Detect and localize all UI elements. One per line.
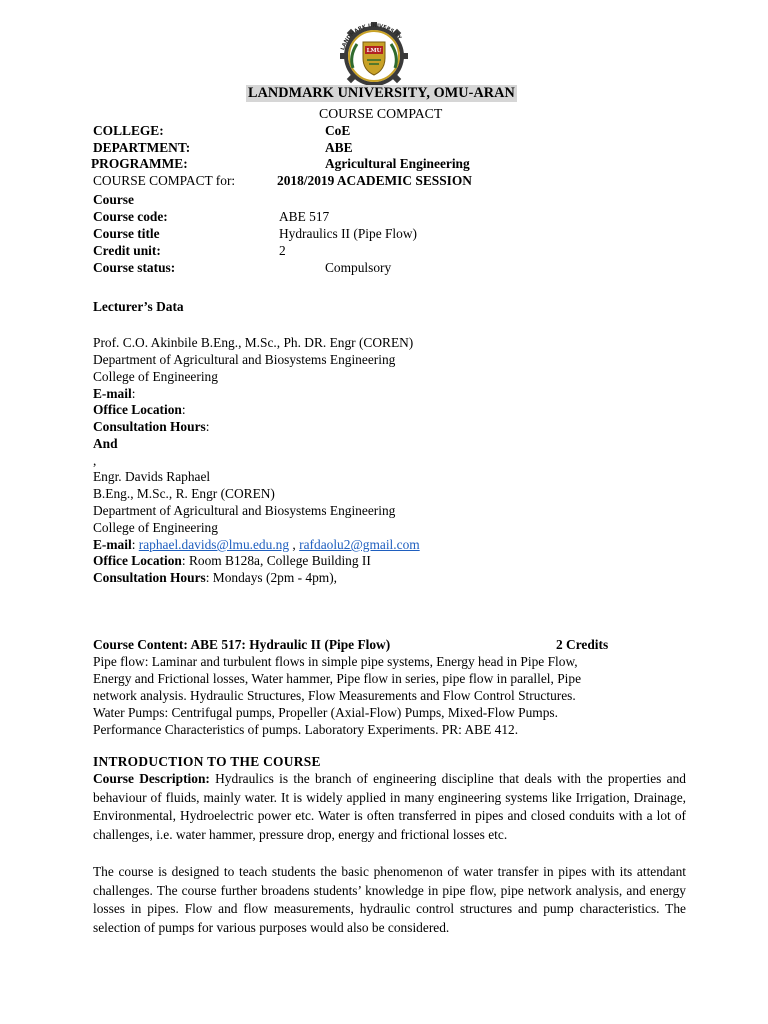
university-logo [329, 18, 419, 86]
content-credits: 2 Credits [556, 637, 609, 652]
university-title: LANDMARK UNIVERSITY, OMU-ARAN [248, 85, 515, 101]
lecturer2-department: Department of Agricultural and Biosystems Engineering [93, 503, 396, 518]
content-line: network analysis. Hydraulic Structures, Flow Measurements and Flow Control Structures. [93, 688, 576, 703]
programme-label: PROGRAMME: [91, 156, 188, 171]
intro-heading: INTRODUCTION TO THE COURSE [93, 754, 321, 769]
comma-mark: , [93, 453, 97, 468]
lecturer1-hours-label: Consultation Hours [93, 419, 206, 434]
course-code-value: ABE 517 [279, 209, 330, 224]
lecturer1-office-label: Office Location [93, 402, 182, 417]
lecturer1-email-label: E-mail [93, 386, 132, 401]
lecturer1-department: Department of Agricultural and Biosystems Engineering [93, 352, 396, 367]
lecturer1-name: Prof. C.O. Akinbile B.Eng., M.Sc., Ph. DR. Engr (COREN) [93, 335, 414, 350]
course-heading: Course [93, 192, 134, 207]
lecturer2-office-label: Office Location [93, 553, 182, 568]
and-separator: And [93, 436, 118, 451]
course-status-label: Course status: [93, 260, 176, 275]
content-line: Pipe flow: Laminar and turbulent flows in simple pipe systems, Energy head in Pipe Flow, [93, 654, 578, 669]
course-title-label: Course title [93, 226, 160, 241]
compact-for-value: 2018/2019 ACADEMIC SESSION [277, 173, 472, 188]
lecturer1-hours-row: Consultation Hours: [93, 419, 210, 434]
college-value: CoE [325, 123, 351, 138]
credit-unit-label: Credit unit: [93, 243, 161, 258]
lecturer-heading: Lecturer’s Data [93, 299, 184, 314]
lecturer2-hours-row [93, 569, 337, 586]
department-label: DEPARTMENT: [93, 140, 191, 155]
content-heading: Course Content: ABE 517: Hydraulic II (Pipe Flow) [93, 637, 391, 652]
lecturer2-degrees: B.Eng., M.Sc., R. Engr (COREN) [93, 486, 275, 501]
lecturer2-office-value: : Room B128a, College Building II [181, 553, 371, 568]
course-design-paragraph: The course is designed to teach students the basic phenomenon of water transfer in pipes with its attendant challenges. The course further broadens students’ knowledge in pipe flow, pipe network analysis, and energy losses in pipes. Flow and flow measurements, hydraulic control structures and pump characteristics. The selection of pumps for various purposes would also be considered. [93, 864, 686, 935]
email-link-gmail[interactable]: rafdaolu2@gmail.com [299, 537, 420, 552]
doc-title: COURSE COMPACT [319, 106, 443, 121]
lecturer2-hours-label: Consultation Hours [93, 570, 206, 585]
department-value: ABE [325, 140, 353, 155]
email-separator: , [292, 537, 296, 552]
logo-arc-text: LANDMARK UNIVERSITY [340, 22, 403, 51]
email-link-lmu[interactable]: raphael.davids@lmu.edu.ng [138, 537, 290, 552]
credit-unit-value: 2 [279, 243, 286, 258]
course-code-label: Course code: [93, 209, 168, 224]
lecturer2-office-row [93, 552, 371, 569]
lecturer1-college: College of Engineering [93, 369, 218, 384]
programme-value: Agricultural Engineering [325, 156, 470, 171]
course-status-value: Compulsory [325, 260, 392, 275]
lecturer2-hours-value: : Mondays (2pm - 4pm), [205, 570, 338, 585]
lecturer2-email-label: E-mail [93, 537, 132, 552]
content-line: Energy and Frictional losses, Water hammer, Pipe flow in series, pipe flow in parallel, Pipe [93, 671, 582, 686]
course-title-value: Hydraulics II (Pipe Flow) [279, 226, 417, 241]
lecturer1-email-row: E-mail: [93, 386, 136, 401]
course-description-label: Course Description: [93, 771, 210, 786]
college-label: COLLEGE: [93, 123, 164, 138]
lecturer2-email-row: E-mail: raphael.davids@lmu.edu.ng , rafdaolu2@gmail.com [93, 537, 420, 552]
content-line: Performance Characteristics of pumps. Laboratory Experiments. PR: ABE 412. [93, 722, 519, 737]
lecturer1-office-row: Office Location: [93, 402, 186, 417]
logo-badge-text: LMU [366, 48, 382, 54]
compact-for-label: COURSE COMPACT for: [93, 173, 236, 188]
course-description-text: Hydraulics is the branch of engineering discipline that deals with the properties and behaviour of fluids, mainly water. It is widely applied in many engineering systems like Irrigation, Drainage, Environmental, Hydroelectric power etc. Water is often transferred in pipes and closed conduits with a lot of challenges, i.e. water hammer, pressure drop, energy and frictional losses etc. [93, 771, 687, 842]
content-line: Water Pumps: Centrifugal pumps, Propeller (Axial-Flow) Pumps, Mixed-Flow Pumps. [93, 705, 558, 720]
course-description [93, 770, 686, 844]
lecturer2-name: Engr. Davids Raphael [93, 469, 211, 484]
lecturer2-college: College of Engineering [93, 520, 218, 535]
